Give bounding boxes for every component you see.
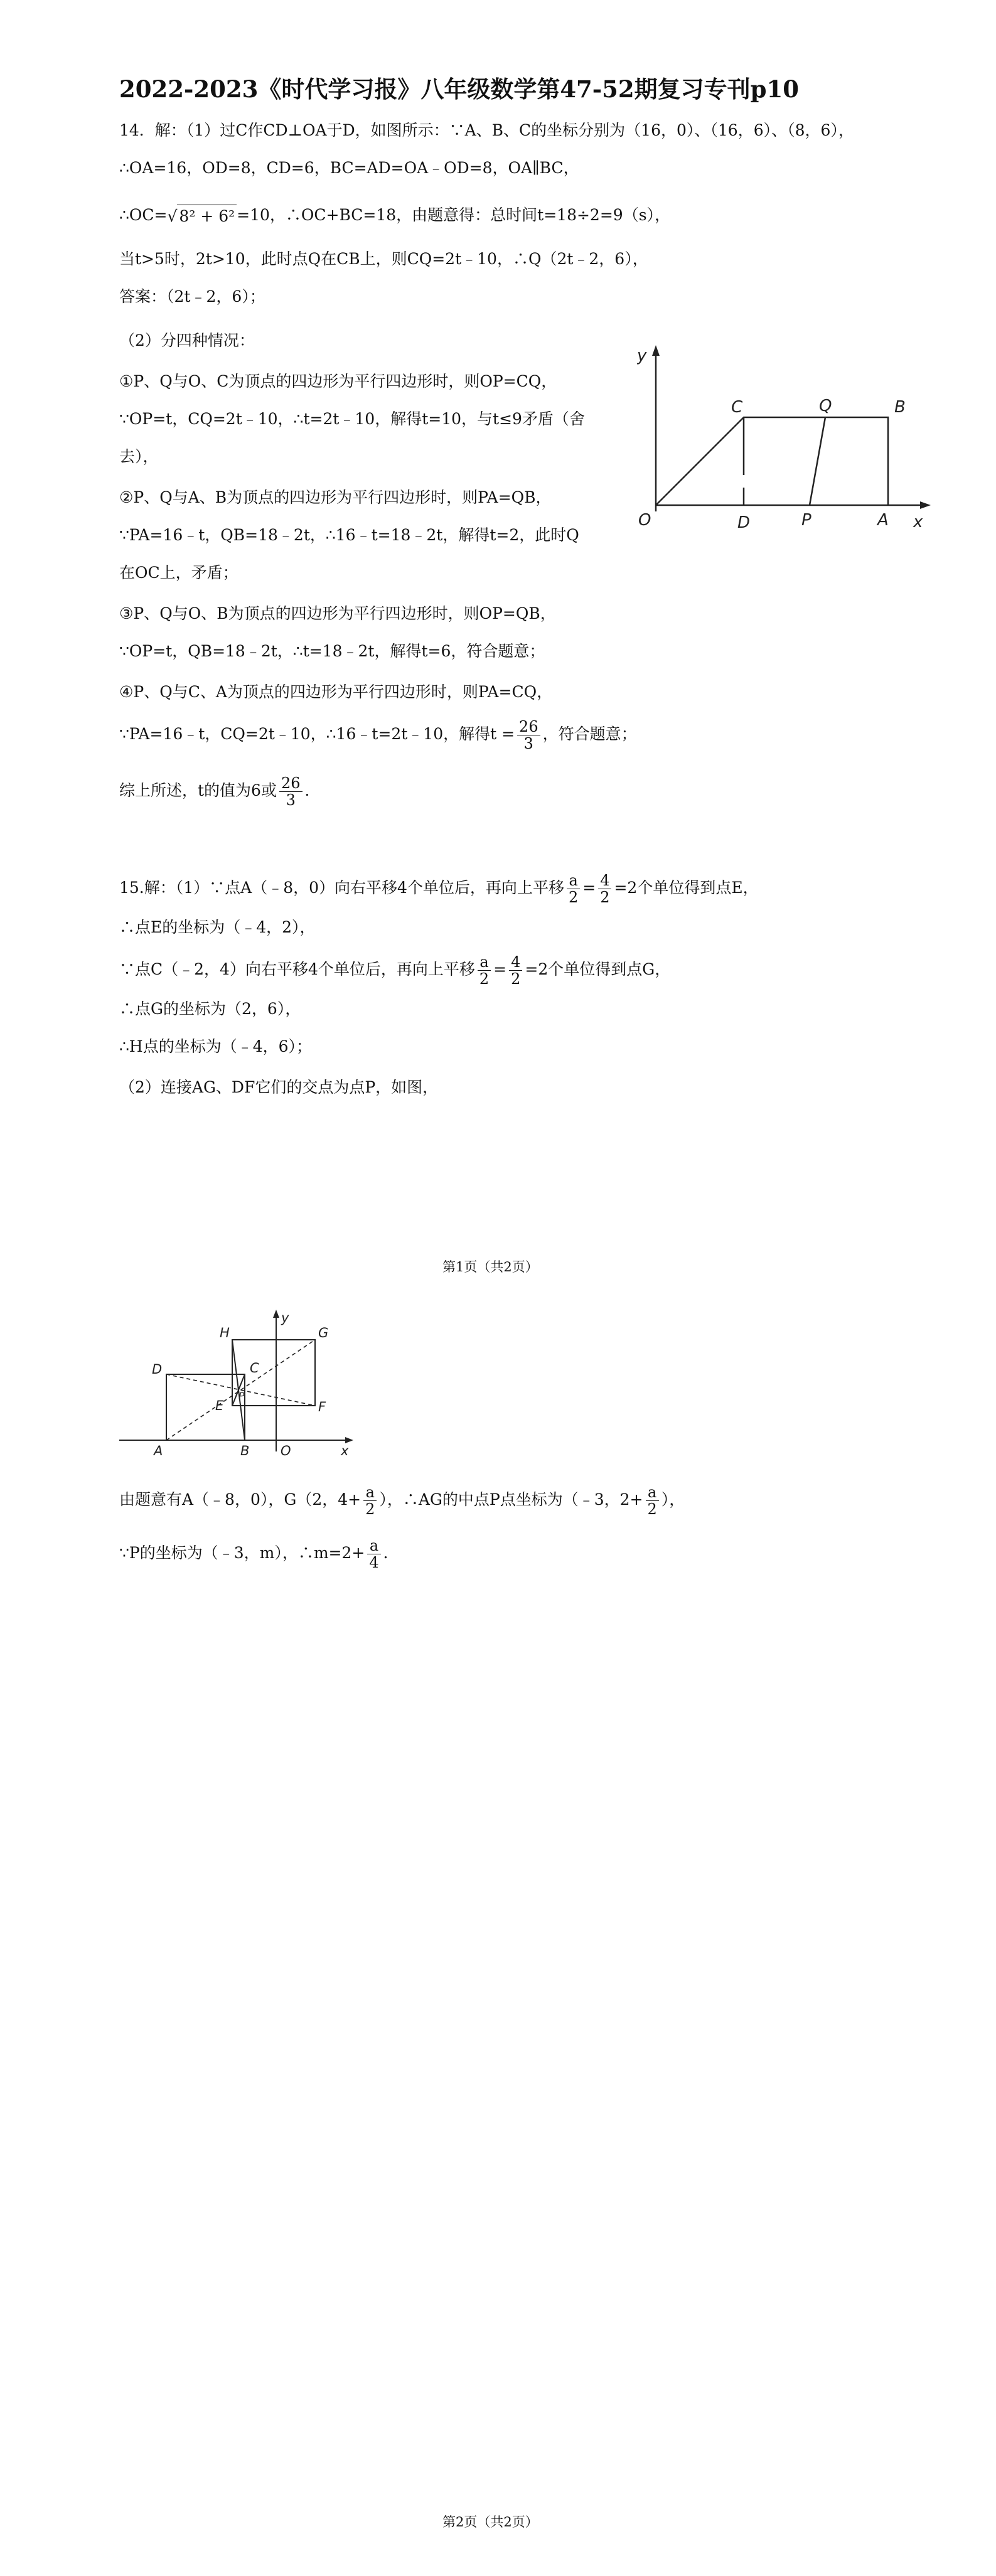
sqrt-radicand: 8² + 6² [177, 205, 237, 228]
label-g: G [318, 1325, 329, 1340]
q15-line-2: ∴点E的坐标为（﹣4，2）， [119, 918, 316, 936]
q15-line-5: ∴H点的坐标为（﹣4，6）； [119, 1037, 313, 1056]
label-b: B [894, 398, 906, 417]
label-p: P [238, 1390, 245, 1402]
x-axis-arrow [345, 1437, 353, 1443]
fraction-26-3 [517, 719, 540, 752]
label-a: A [154, 1443, 163, 1458]
fraction-a-2 [363, 1484, 377, 1517]
fraction-numerator: a [478, 954, 491, 971]
fraction-a-2 [567, 872, 580, 906]
y-axis-arrow [273, 1310, 279, 1318]
q14-line-5: 答案：（2t﹣2，6）； [119, 287, 265, 306]
label-p: P [801, 511, 811, 530]
label-a: A [877, 511, 889, 530]
q15-line-1-a: 15.解：（1）∵点A（﹣8，0）向右平移4个单位后，再向上平移 [119, 879, 564, 897]
q14-line-13: ③P、Q与O、B为顶点的四边形为平行四边形时，则OP=QB， [119, 604, 556, 623]
fraction-a-2 [646, 1484, 659, 1517]
fraction-denominator: 2 [647, 1500, 657, 1518]
q14-line-10: ②P、Q与A、B为顶点的四边形为平行四边形时，则PA=QB， [119, 488, 552, 506]
fraction-4-2 [509, 954, 522, 987]
q15-page2-line-1-b: ），∴AG的中点P点坐标为（﹣3，2+ [379, 1490, 643, 1509]
label-y: y [281, 1310, 289, 1325]
footer-page-1: 第1页（共2页） [442, 1259, 538, 1275]
q14-line-8: ∵OP=t，CQ=2t﹣10，∴t=2t﹣10，解得t=10，与t≤9矛盾（舍 [119, 410, 585, 428]
fraction-denominator: 2 [600, 889, 610, 906]
label-d: D [152, 1362, 163, 1377]
label-f: F [318, 1399, 326, 1414]
label-x: x [341, 1443, 349, 1458]
q14-line-7: ①P、Q与O、C为顶点的四边形为平行四边形时，则OP=CQ， [119, 372, 557, 390]
figure-q15 [116, 1308, 367, 1459]
figure-q14 [637, 342, 932, 537]
fraction-numerator: a [567, 872, 580, 889]
q15-page2-line-2-b: ． [383, 1544, 399, 1562]
q14-line-17-b: ． [304, 781, 321, 799]
fraction-a-2 [478, 954, 491, 987]
q14-line-16-a: ∵PA=16﹣t，CQ=2t﹣10，∴16﹣t=2t﹣10，解得t = [119, 725, 515, 743]
q14-line-12: 在OC上，矛盾； [119, 564, 238, 582]
q15-line-1 [119, 872, 759, 906]
footer-page-2: 第2页（共2页） [442, 2515, 538, 2530]
q15-line-6: （2）连接AG、DF它们的交点为点P，如图， [119, 1078, 439, 1096]
label-h: H [220, 1325, 230, 1340]
q15-line-3 [119, 954, 670, 987]
q15-line-3-a: ∵点C（﹣2，4）向右平移4个单位后，再向上平移 [119, 960, 475, 978]
q14-line-6: （2）分四种情况： [119, 331, 255, 350]
label-y: y [637, 346, 647, 365]
q14-line-11: ∵PA=16﹣t，QB=18﹣2t，∴16﹣t=18﹣2t，解得t=2，此时Q [119, 526, 579, 544]
label-e: E [215, 1398, 224, 1413]
fraction-26-3 [279, 775, 303, 808]
fraction-numerator: 4 [598, 872, 611, 889]
label-q: Q [819, 397, 832, 415]
fraction-numerator: 4 [509, 954, 522, 971]
x-axis-arrow [920, 501, 931, 509]
fraction-denominator: 2 [511, 970, 521, 988]
q14-line-9: 去）， [119, 447, 159, 466]
fraction-denominator: 2 [365, 1500, 375, 1518]
q15-page2-line-2-a: ∵P的坐标为（﹣3，m），∴m=2+ [119, 1544, 365, 1562]
fraction-denominator: 3 [523, 735, 533, 752]
q14-line-16 [119, 719, 637, 752]
fraction-denominator: 3 [286, 791, 296, 809]
equals-sign: = [582, 879, 596, 897]
q14-line-17-a: 综上所述，t的值为6或 [119, 781, 277, 799]
sqrt-expression: √ 8² + 6² [167, 205, 237, 228]
fraction-denominator: 2 [568, 889, 579, 906]
q15-line-4: ∴点G的坐标为（2，6）， [119, 1000, 301, 1018]
fraction-a-4 [367, 1537, 380, 1571]
q14-line-3 [119, 204, 670, 228]
q14-line-3-b: =10，∴OC+BC=18，由题意得：总时间t=18÷2=9（s）， [237, 206, 671, 224]
fraction-denominator: 4 [369, 1554, 379, 1571]
trapezoid-outline [656, 417, 888, 505]
q14-line-15: ④P、Q与C、A为顶点的四边形为平行四边形时，则PA=CQ， [119, 683, 553, 701]
segment-pq [810, 417, 825, 505]
q15-line-3-b: =2个单位得到点G， [525, 960, 671, 978]
q14-line-17 [119, 775, 321, 808]
fraction-numerator: a [363, 1484, 377, 1501]
q14-line-3-a: ∴OC= [119, 206, 168, 224]
q15-page2-line-1 [119, 1484, 685, 1517]
q15-page2-line-2 [119, 1537, 399, 1571]
q14-line-2: ∴OA=16，OD=8，CD=6，BC=AD=OA﹣OD=8，OA∥BC， [119, 159, 579, 177]
page-title: 2022-2023《时代学习报》八年级数学第47-52期复习专刊p10 [119, 75, 800, 103]
fraction-numerator: 26 [279, 775, 303, 792]
fraction-denominator: 2 [479, 970, 490, 988]
label-x: x [913, 513, 923, 532]
q15-line-1-b: =2个单位得到点E， [614, 879, 759, 897]
label-c: C [250, 1360, 259, 1376]
label-d: D [737, 513, 751, 532]
q14-line-14: ∵OP=t，QB=18﹣2t，∴t=18﹣2t，解得t=6，符合题意； [119, 642, 545, 660]
fraction-numerator: a [367, 1537, 380, 1554]
label-o: O [638, 511, 651, 530]
fraction-numerator: 26 [517, 719, 540, 735]
equals-sign: = [493, 960, 507, 978]
q14-line-16-b: ，符合题意； [542, 725, 637, 743]
fraction-numerator: a [646, 1484, 659, 1501]
label-c: C [731, 398, 743, 417]
y-axis-arrow [652, 345, 660, 356]
q15-page2-line-1-c: ）， [661, 1490, 685, 1509]
q14-line-4: 当t>5时，2t>10，此时点Q在CB上，则CQ=2t﹣10，∴Q（2t﹣2，6）， [119, 250, 648, 268]
q14-line-1: 14．解：（1）过C作CD⊥OA于D，如图所示：∵A、B、C的坐标分别为（16，0）、（16，6）、（8，6）， [119, 121, 854, 139]
label-b: B [240, 1443, 250, 1458]
rectangle-abcd [166, 1374, 245, 1440]
label-o: O [281, 1443, 291, 1458]
fraction-4-2 [598, 872, 611, 906]
q15-page2-line-1-a: 由题意有A（﹣8，0），G（2，4+ [119, 1490, 361, 1509]
